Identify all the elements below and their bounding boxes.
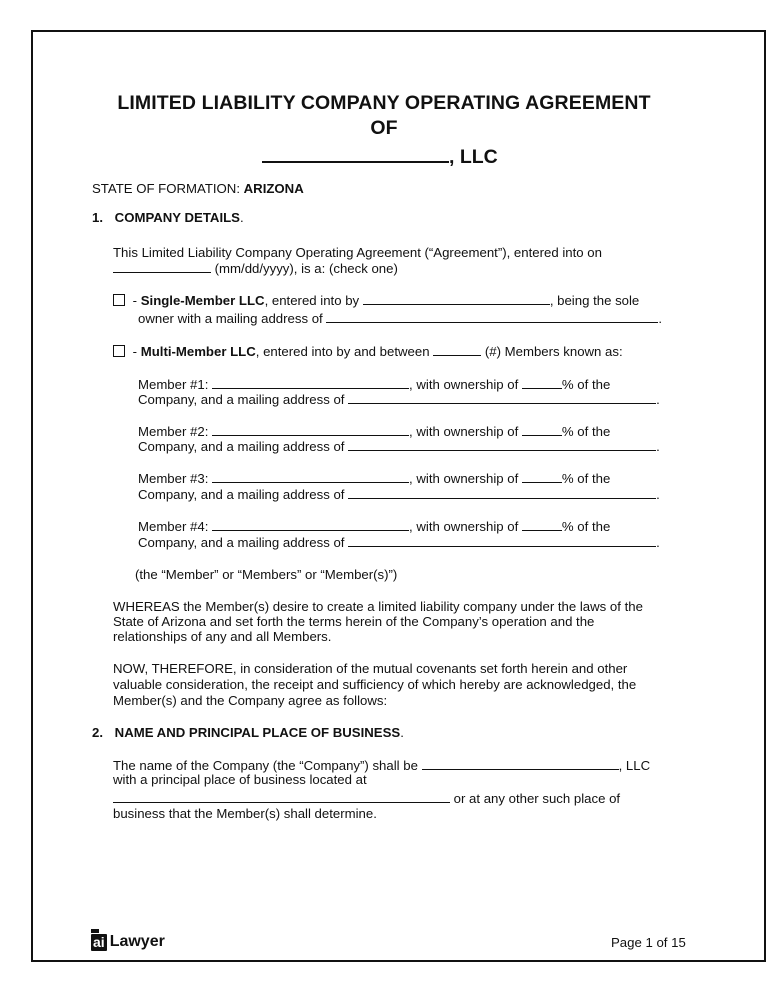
member-count-blank[interactable] xyxy=(433,343,481,356)
heading-period: . xyxy=(400,725,404,740)
whereas-line-2: State of Arizona and set forth the terms herein of the Company’s operation and the xyxy=(113,614,595,629)
multi-text-2: (#) Members known as: xyxy=(481,344,623,359)
ownership-text: , with ownership of xyxy=(409,519,522,534)
address-label: Company, and a mailing address of xyxy=(138,535,349,550)
member-2-name-blank[interactable] xyxy=(212,423,409,436)
state-of-formation xyxy=(92,181,304,197)
whereas-line-1: WHEREAS the Member(s) desire to create a limited liability company under the laws of the xyxy=(113,599,643,614)
ailawyer-logo xyxy=(91,932,165,952)
member-3-line-2 xyxy=(138,486,660,503)
single-member-address-line xyxy=(138,310,662,327)
member-4-address-blank[interactable] xyxy=(348,534,656,547)
section-title: NAME AND PRINCIPAL PLACE OF BUSINESS xyxy=(114,725,401,740)
member-1-address-blank[interactable] xyxy=(348,391,656,404)
period: . xyxy=(656,392,660,407)
period: . xyxy=(658,311,663,326)
member-label: Member #3: xyxy=(138,471,213,486)
member-1-name-blank[interactable] xyxy=(212,376,409,389)
member-1-line-2 xyxy=(138,391,660,408)
period: . xyxy=(656,535,660,550)
multi-member-label: Multi-Member LLC xyxy=(140,344,256,359)
member-3-name-blank[interactable] xyxy=(212,470,409,483)
member-label: Member #2: xyxy=(138,424,213,439)
single-address-label: owner with a mailing address of xyxy=(138,311,327,326)
percent-text: % of the xyxy=(561,471,611,486)
single-member-checkbox[interactable] xyxy=(113,294,125,306)
member-3-line-1 xyxy=(138,470,610,487)
address-label: Company, and a mailing address of xyxy=(138,392,349,407)
member-2-line-2 xyxy=(138,438,660,455)
percent-text: % of the xyxy=(561,424,611,439)
section-2-heading xyxy=(92,725,404,741)
member-4-line-2 xyxy=(138,534,660,551)
ai-logo-mark: ai xyxy=(93,933,105,950)
member-label: Member #4: xyxy=(138,519,213,534)
ownership-text: , with ownership of xyxy=(409,377,522,392)
single-member-name-blank[interactable] xyxy=(363,292,550,305)
ownership-text: , with ownership of xyxy=(409,471,522,486)
section-title: COMPANY DETAILS xyxy=(114,210,240,225)
company-name-blank[interactable] xyxy=(262,143,449,163)
address-label: Company, and a mailing address of xyxy=(138,487,349,502)
company-name-line xyxy=(262,143,498,169)
multi-text-1: , entered into by and between xyxy=(255,344,434,359)
percent-text: % of the xyxy=(561,377,611,392)
period: . xyxy=(656,487,660,502)
business-determine-line: business that the Member(s) shall determine. xyxy=(113,806,377,821)
now-therefore-line-1: NOW, THEREFORE, in consideration of the mutual covenants set forth herein and other xyxy=(113,661,628,676)
member-2-address-blank[interactable] xyxy=(348,438,656,451)
logo-text: Lawyer xyxy=(109,933,165,950)
member-3-address-blank[interactable] xyxy=(348,486,656,499)
period: . xyxy=(656,439,660,454)
other-place-text: or at any other such place of xyxy=(450,791,621,806)
single-text-1: , entered into by xyxy=(264,293,363,308)
principal-address-line xyxy=(113,790,620,807)
percent-text: % of the xyxy=(561,519,611,534)
llc-text: , LLC xyxy=(618,758,651,773)
section-number: 2. xyxy=(92,725,103,740)
state-label: STATE OF FORMATION: xyxy=(92,181,244,196)
member-label: Member #1: xyxy=(138,377,213,392)
principal-place-line: with a principal place of business located at xyxy=(113,772,367,787)
single-text-2: , being the sole xyxy=(549,293,640,308)
document-title: LIMITED LIABILITY COMPANY OPERATING AGREEMENT xyxy=(117,92,651,114)
member-3-percent-blank[interactable] xyxy=(522,470,562,483)
llc-suffix: , LLC xyxy=(449,146,498,168)
multi-member-checkbox[interactable] xyxy=(113,345,125,357)
heading-period: . xyxy=(239,210,244,225)
multi-member-option xyxy=(113,343,623,360)
now-therefore-line-3: Member(s) and the Company agree as follows: xyxy=(113,693,388,708)
member-1-percent-blank[interactable] xyxy=(522,376,562,389)
member-definition-note: (the “Member” or “Members” or “Member(s)”) xyxy=(135,567,398,582)
date-blank[interactable] xyxy=(113,260,211,273)
member-2-percent-blank[interactable] xyxy=(522,423,562,436)
section-number: 1. xyxy=(92,210,103,225)
company-name-text: The name of the Company (the “Company”) shall be xyxy=(113,758,422,773)
whereas-line-3: relationships of any and all Members. xyxy=(113,629,332,644)
document-title-of: OF xyxy=(370,117,398,139)
member-4-name-blank[interactable] xyxy=(212,518,409,531)
now-therefore-line-2: valuable consideration, the receipt and sufficiency of which hereby are acknowledged, the xyxy=(113,677,637,692)
intro-line-2-text: (mm/dd/yyyy), is a: (check one) xyxy=(211,261,398,276)
dash: - xyxy=(129,344,141,359)
intro-line-1: This Limited Liability Company Operating Agreement (“Agreement”), entered into on xyxy=(113,245,602,260)
member-4-percent-blank[interactable] xyxy=(522,518,562,531)
single-member-option xyxy=(113,292,639,309)
company-name-field-blank[interactable] xyxy=(422,757,619,770)
single-member-label: Single-Member LLC xyxy=(140,293,265,308)
page-number: Page 1 of 15 xyxy=(611,935,686,950)
single-member-address-blank[interactable] xyxy=(326,310,658,323)
intro-line-2 xyxy=(113,260,398,277)
section-1-heading xyxy=(92,210,244,226)
ownership-text: , with ownership of xyxy=(409,424,522,439)
dash: - xyxy=(129,293,141,308)
principal-address-blank[interactable] xyxy=(113,790,450,803)
member-4-line-1 xyxy=(138,518,610,535)
state-value: ARIZONA xyxy=(243,181,304,196)
address-label: Company, and a mailing address of xyxy=(138,439,349,454)
